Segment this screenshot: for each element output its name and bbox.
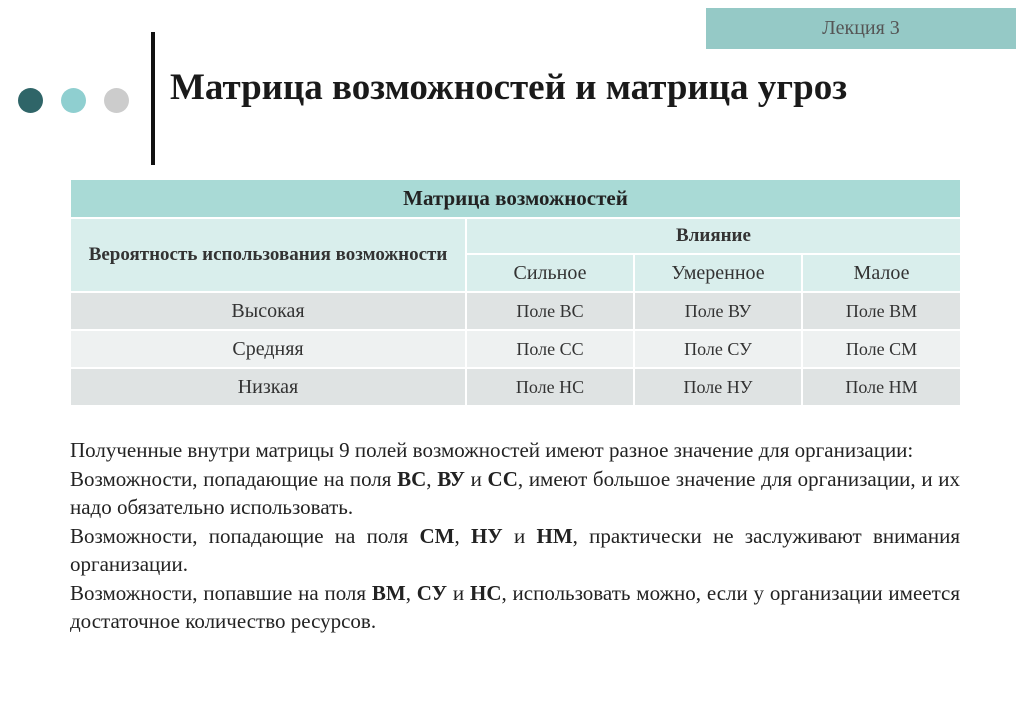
table-cell: Поле СУ <box>634 330 802 368</box>
column-header-small: Малое <box>802 254 961 292</box>
table-cell: Поле НМ <box>802 368 961 406</box>
explanation-text <box>70 436 960 636</box>
table-cell: Поле СС <box>466 330 634 368</box>
title-divider <box>151 32 155 165</box>
table-cell: Поле НС <box>466 368 634 406</box>
table-cell: Поле СМ <box>802 330 961 368</box>
table-cell: Поле ВУ <box>634 292 802 330</box>
paragraph-high-value: Возможности, попадающие на поля ВС, ВУ и СС, имеют большое значение для организации, и их надо обязательно использовать. <box>70 466 960 519</box>
column-header-strong: Сильное <box>466 254 634 292</box>
teal-dot-decoration <box>61 88 86 113</box>
influence-header: Влияние <box>466 218 961 254</box>
table-cell: Поле НУ <box>634 368 802 406</box>
table-row <box>70 330 961 368</box>
slide-title: Матрица возможностей и матрица угроз <box>170 67 848 108</box>
lecture-label: Лекция 3 <box>706 8 1016 49</box>
column-header-moderate: Умеренное <box>634 254 802 292</box>
table-cell: Поле ВМ <box>802 292 961 330</box>
gray-dot-decoration <box>104 88 129 113</box>
paragraph-low-value: Возможности, попадающие на поля СМ, НУ и НМ, практически не заслуживают внимания организации. <box>70 523 960 576</box>
row-label-high: Высокая <box>70 292 466 330</box>
row-label-low: Низкая <box>70 368 466 406</box>
table-cell: Поле ВС <box>466 292 634 330</box>
table-row <box>70 368 961 406</box>
paragraph-intro: Полученные внутри матрицы 9 полей возможностей имеют разное значение для организации: <box>70 438 914 462</box>
dark-dot-decoration <box>18 88 43 113</box>
opportunity-matrix-table <box>69 178 962 407</box>
row-label-medium: Средняя <box>70 330 466 368</box>
table-row <box>70 292 961 330</box>
paragraph-conditional: Возможности, попавшие на поля ВМ, СУ и НС, использовать можно, если у организации имеется достаточное количество ресурсов. <box>70 580 961 633</box>
probability-header: Вероятность использования возможности <box>70 218 466 292</box>
table-caption: Матрица возможностей <box>70 179 961 218</box>
